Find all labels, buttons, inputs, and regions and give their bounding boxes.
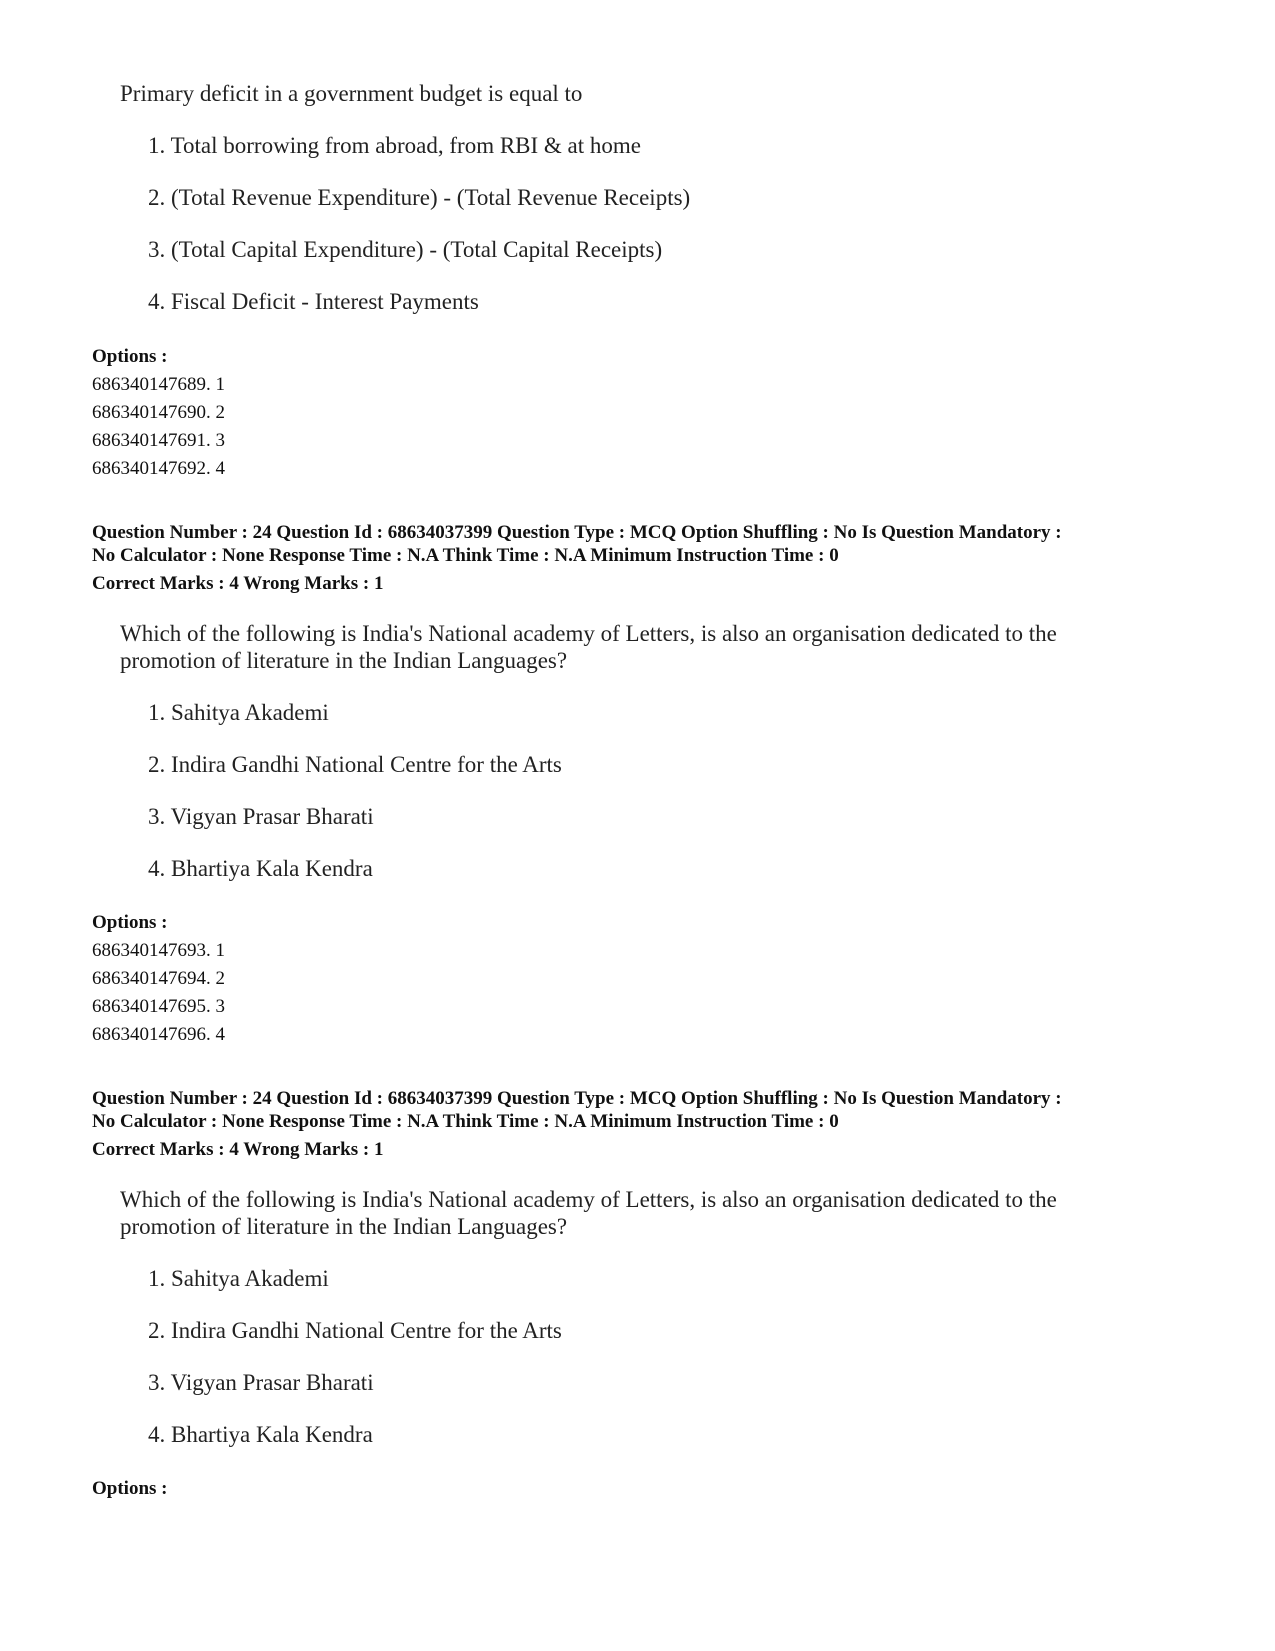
option-id-line: 686340147689. 1 bbox=[92, 374, 225, 395]
option-id-line: 686340147695. 3 bbox=[92, 996, 225, 1017]
options-label: Options : bbox=[92, 346, 168, 367]
option-id-line: 686340147690. 2 bbox=[92, 402, 225, 423]
option-id-line: 686340147696. 4 bbox=[92, 1024, 225, 1045]
question-marks: Correct Marks : 4 Wrong Marks : 1 bbox=[92, 573, 384, 594]
choice-4: 4. Bhartiya Kala Kendra bbox=[148, 1422, 373, 1447]
question-stem-line: promotion of literature in the Indian Languages? bbox=[120, 648, 568, 673]
choice-2: 2. Indira Gandhi National Centre for the Arts bbox=[148, 752, 562, 777]
choice-1: 1. Total borrowing from abroad, from RBI & at home bbox=[148, 133, 642, 158]
question-stem-line: promotion of literature in the Indian Languages? bbox=[120, 1214, 568, 1239]
question-meta-line: No Calculator : None Response Time : N.A Think Time : N.A Minimum Instruction Time : 0 bbox=[92, 545, 839, 566]
choice-1: 1. Sahitya Akademi bbox=[148, 700, 329, 725]
question-stem-line: Which of the following is India's National academy of Letters, is also an organisation dedicated to the bbox=[120, 621, 1057, 646]
choice-4: 4. Bhartiya Kala Kendra bbox=[148, 856, 373, 881]
choice-3: 3. Vigyan Prasar Bharati bbox=[148, 804, 374, 829]
question-meta-line: Question Number : 24 Question Id : 68634037399 Question Type : MCQ Option Shuffling : No Is Question Mandatory : bbox=[92, 1088, 1062, 1109]
question-stem-line: Which of the following is India's National academy of Letters, is also an organisation dedicated to the bbox=[120, 1187, 1057, 1212]
option-id-line: 686340147693. 1 bbox=[92, 940, 225, 961]
choice-4: 4. Fiscal Deficit - Interest Payments bbox=[148, 289, 479, 314]
options-label: Options : bbox=[92, 912, 168, 933]
option-id-line: 686340147694. 2 bbox=[92, 968, 225, 989]
choice-3: 3. (Total Capital Expenditure) - (Total Capital Receipts) bbox=[148, 237, 663, 262]
option-id-line: 686340147691. 3 bbox=[92, 430, 225, 451]
choice-2: 2. Indira Gandhi National Centre for the Arts bbox=[148, 1318, 562, 1343]
question-marks: Correct Marks : 4 Wrong Marks : 1 bbox=[92, 1139, 384, 1160]
choice-2: 2. (Total Revenue Expenditure) - (Total Revenue Receipts) bbox=[148, 185, 691, 210]
options-label: Options : bbox=[92, 1478, 168, 1499]
choice-1: 1. Sahitya Akademi bbox=[148, 1266, 329, 1291]
question-meta-line: Question Number : 24 Question Id : 68634037399 Question Type : MCQ Option Shuffling : No Is Question Mandatory : bbox=[92, 522, 1062, 543]
option-id-line: 686340147692. 4 bbox=[92, 458, 225, 479]
question-meta-line: No Calculator : None Response Time : N.A Think Time : N.A Minimum Instruction Time : 0 bbox=[92, 1111, 839, 1132]
choice-3: 3. Vigyan Prasar Bharati bbox=[148, 1370, 374, 1395]
question-stem: Primary deficit in a government budget is equal to bbox=[120, 81, 583, 106]
